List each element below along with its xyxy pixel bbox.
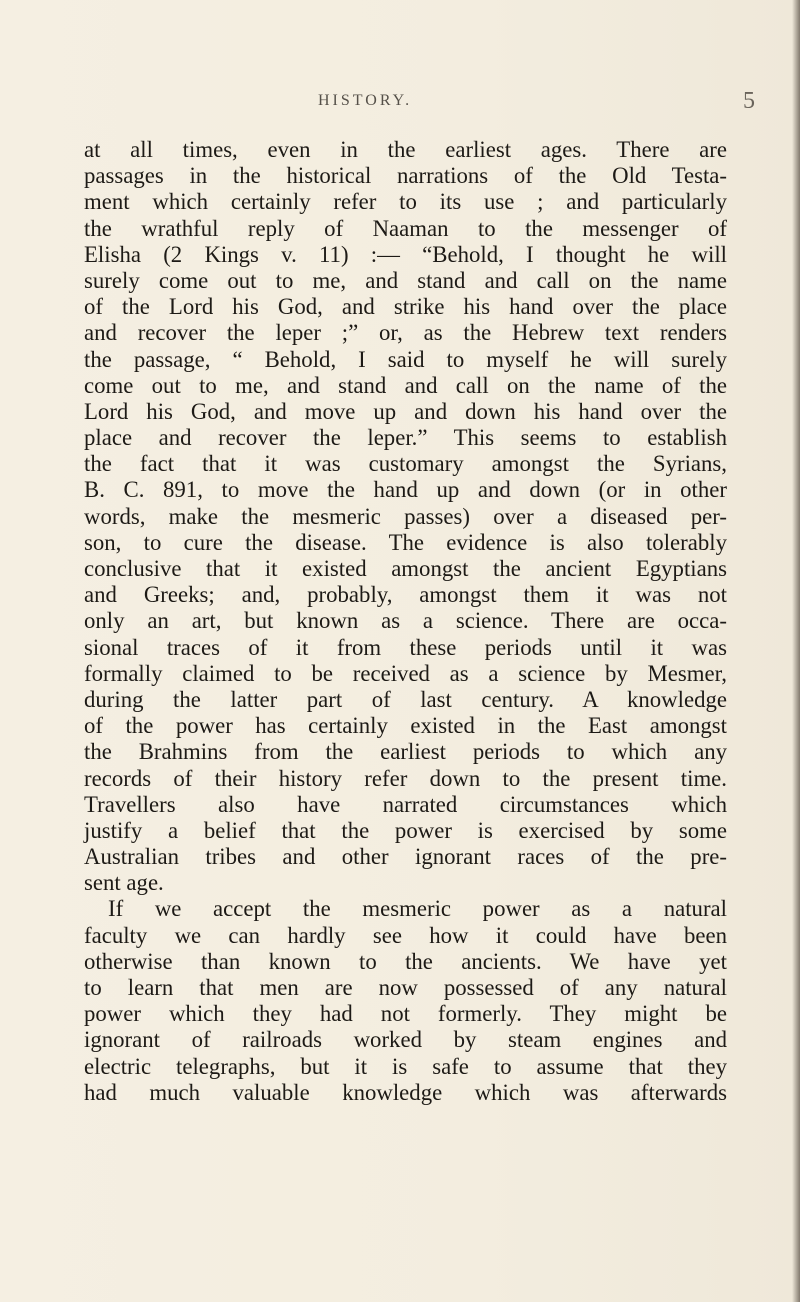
text-line: power which they had not formerly. They might be [84,1001,727,1027]
text-line: during the latter part of last century. A knowledge [84,686,727,712]
text-line: formally claimed to be received as a science by Mesmer, [84,660,727,686]
text-line: electric telegraphs, but it is safe to assume that they [84,1053,727,1079]
text-line: Australian tribes and other ignorant races of the pre- [84,844,727,870]
text-line: passages in the historical narrations of the Old Testa- [84,163,727,189]
text-line: had much valuable knowledge which was afterwards [84,1079,727,1105]
text-line: of the Lord his God, and strike his hand over the place [84,294,727,320]
text-line: the passage, “ Behold, I said to myself he will surely [84,346,727,372]
text-line: Lord his God, and move up and down his hand over the [84,398,727,424]
text-line: records of their history refer down to the present time. [84,765,727,791]
text-line: words, make the mesmeric passes) over a diseased per- [84,503,727,529]
text-line: Elisha (2 Kings v. 11) :— “Behold, I thought he will [84,241,727,267]
page-edge-shadow [792,0,800,1302]
text-line: ignorant of railroads worked by steam engines and [84,1027,727,1053]
text-line: the Brahmins from the earliest periods to which any [84,739,727,765]
text-line: son, to cure the disease. The evidence is also tolerably [84,529,727,555]
text-line: come out to me, and stand and call on the name of the [84,372,727,398]
text-line: at all times, even in the earliest ages. There are [84,137,727,162]
text-line: ment which certainly refer to its use ; and particularly [84,189,727,215]
page-number: 5 [743,88,755,114]
text-line: otherwise than known to the ancients. We have yet [84,948,727,974]
text-line: faculty we can hardly see how it could have been [84,922,727,948]
text-line: and Greeks; and, probably, amongst them it was not [84,582,727,608]
body-text [84,137,727,1106]
text-line: B. C. 891, to move the hand up and down (or in other [84,477,727,503]
text-line: of the power has certainly existed in the East amongst [84,713,727,739]
running-head [0,88,800,116]
text-line: the wrathful reply of Naaman to the messenger of [84,215,727,241]
text-line: to learn that men are now possessed of any natural [84,975,727,1000]
running-title: HISTORY. [318,92,413,109]
text-line: and recover the leper ;” or, as the Hebrew text renders [84,320,727,346]
text-line: justify a belief that the power is exercised by some [84,817,727,843]
text-line: surely come out to me, and stand and call on the name [84,267,727,293]
text-line: Travellers also have narrated circumstances which [84,791,727,817]
text-line: place and recover the leper.” This seems to establish [84,425,727,451]
text-line: sional traces of it from these periods until it was [84,634,727,660]
text-line: conclusive that it existed amongst the ancient Egyptians [84,556,727,581]
text-line: sent age. [84,870,164,896]
text-line: If we accept the mesmeric power as a natural [108,896,727,922]
text-line: the fact that it was customary amongst the Syrians, [84,451,727,477]
text-line: only an art, but known as a science. There are occa- [84,608,727,634]
